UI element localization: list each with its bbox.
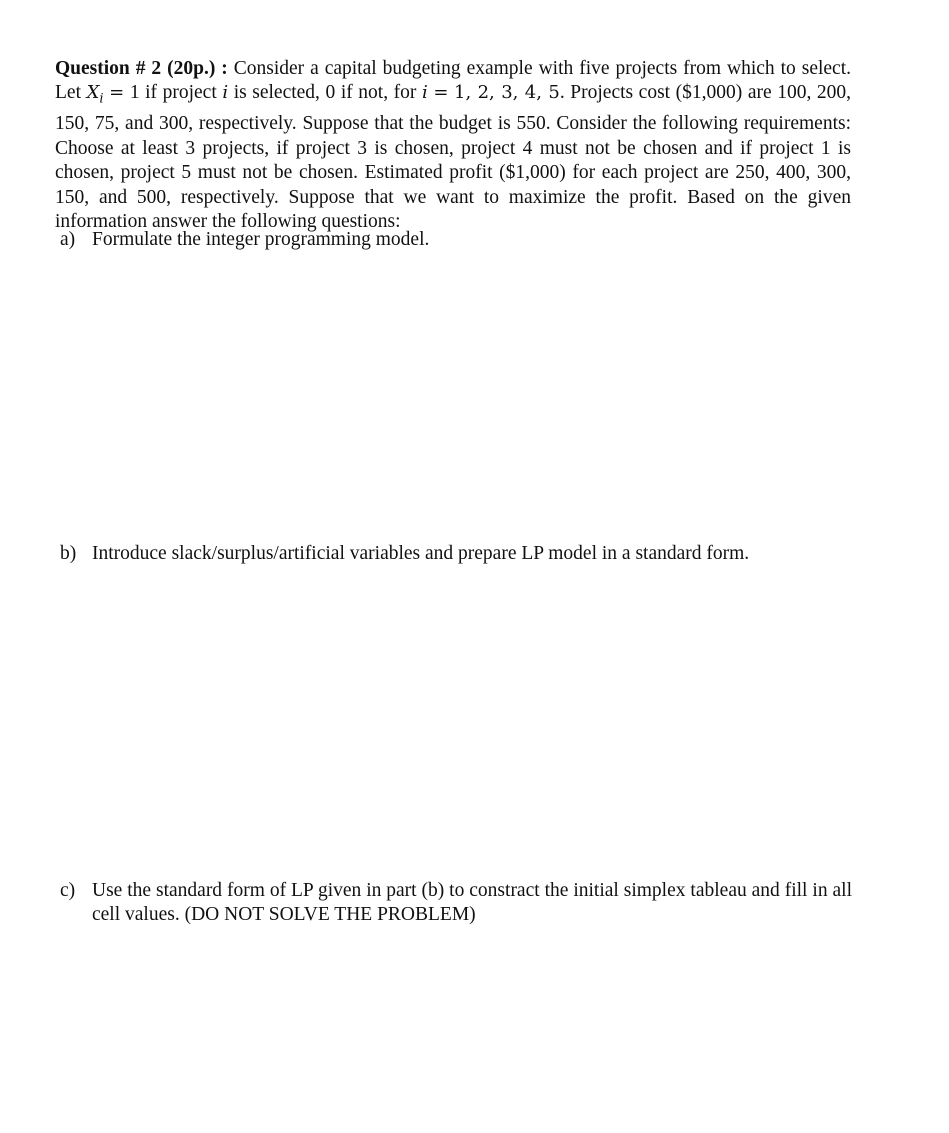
variable-i: i bbox=[222, 82, 229, 104]
question-heading: Question # 2 (20p.) : bbox=[55, 58, 228, 79]
part-b-label: b) bbox=[60, 543, 77, 564]
part-b bbox=[60, 542, 852, 566]
equals-sign-2: = bbox=[433, 82, 449, 104]
variable-i-2: i bbox=[422, 82, 428, 104]
index-values: 1, 2, 3, 4, 5 bbox=[454, 82, 560, 104]
question-statement bbox=[55, 57, 851, 234]
equals-sign-1: = bbox=[109, 82, 125, 104]
variable-x: $X_i$ bbox=[86, 82, 104, 107]
question-intro-part-3: is selected, 0 if not, for bbox=[233, 82, 417, 104]
question-intro-part-4: . Projects cost ($1,000) are 100, 200, 150, 75, and 300, respectively. Suppose that the budget is 550. Consider the following requirements: Choose at least 3 projects, if project 3 is chosen, project 4 must not be chosen and if project 1 is chosen, project 5 must not be chosen. Estimated profit ($1,000) for each project are 250, 400, 300, 150, and 500, respectively. Suppose that we want to maximize the profit. Based on the given information answer the following questions: bbox=[55, 82, 852, 233]
part-c bbox=[60, 879, 852, 928]
part-a bbox=[60, 228, 852, 252]
part-a-text: Formulate the integer programming model. bbox=[92, 229, 430, 250]
part-b-text: Introduce slack/surplus/artificial variables and prepare LP model in a standard form. bbox=[92, 543, 750, 564]
question-intro-part-2: 1 if project bbox=[129, 82, 217, 104]
question-intro-part-1: Consider a capital budgeting example with five projects from which to select. Let bbox=[55, 58, 851, 104]
variable-x-subscript: i bbox=[99, 92, 104, 107]
part-a-label: a) bbox=[60, 229, 76, 250]
part-c-text: Use the standard form of LP given in part (b) to constract the initial simplex tableau and fill in all cell values. (DO NOT SOLVE THE PROBLEM) bbox=[92, 880, 852, 926]
part-c-label: c) bbox=[60, 880, 76, 901]
